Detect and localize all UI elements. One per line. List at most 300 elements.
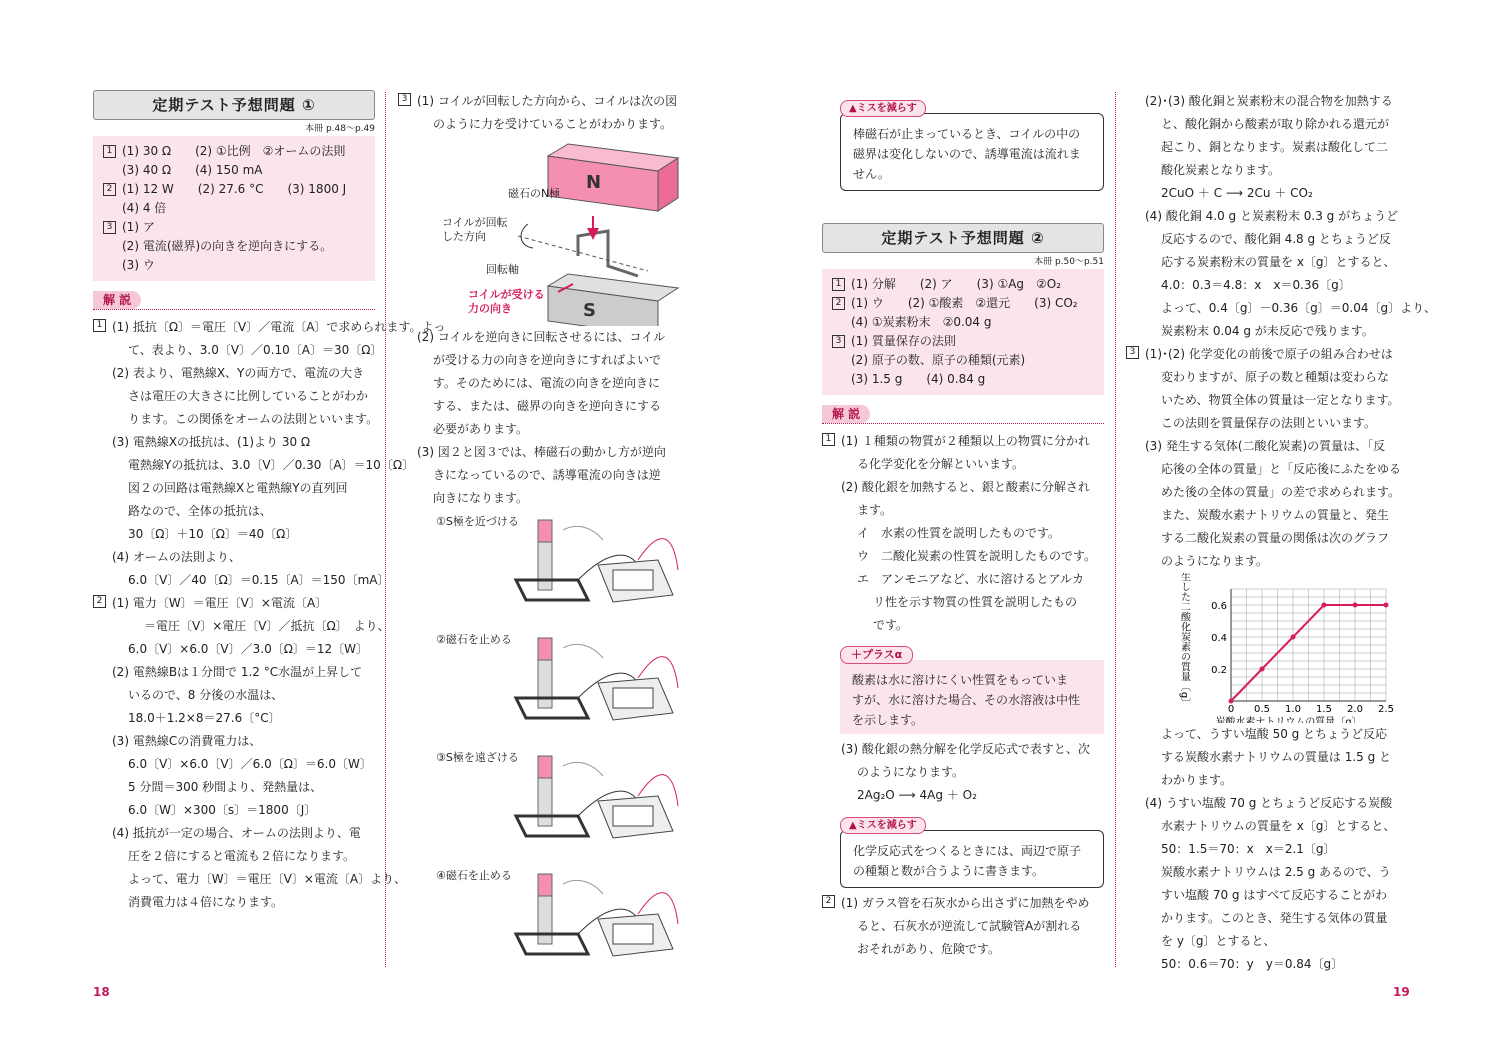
question-number: 1 bbox=[103, 145, 116, 158]
text-line bbox=[93, 546, 375, 569]
question-number bbox=[103, 237, 122, 256]
data-point bbox=[1229, 699, 1234, 704]
text-line bbox=[93, 339, 383, 362]
question-number bbox=[1126, 481, 1145, 504]
text-line bbox=[93, 500, 375, 523]
text-line bbox=[93, 684, 375, 707]
answer-box bbox=[93, 136, 375, 281]
text-line bbox=[398, 395, 683, 418]
line-text: 6.0〔V〕×6.0〔V〕／3.0〔Ω〕＝12〔W〕 bbox=[128, 642, 369, 656]
line-text: (2)･(3) 酸化銅と炭素粉末の混合物を加熱する bbox=[1145, 94, 1393, 108]
question-number bbox=[93, 500, 112, 523]
question-number bbox=[1126, 159, 1145, 182]
question-number bbox=[93, 776, 112, 799]
explanation-list bbox=[1126, 723, 1426, 976]
data-point bbox=[1353, 603, 1358, 608]
left-column-1 bbox=[93, 90, 446, 914]
text-line bbox=[1126, 953, 1426, 976]
question-number: 3 bbox=[398, 93, 411, 106]
step-label: ①S極を近づける bbox=[436, 515, 519, 528]
text-line bbox=[1126, 320, 1426, 343]
x-axis-label: 炭酸水素ナトリウムの質量〔g〕 bbox=[1215, 717, 1362, 723]
answer-row bbox=[103, 237, 367, 256]
question-number bbox=[1126, 274, 1145, 297]
answer-text: (1) 分解 (2) ア (3) ①Ag ②O₂ bbox=[851, 277, 1062, 291]
question-number bbox=[1126, 907, 1145, 930]
line-text: (1) ガラス管を石灰水から出さずに加熱をやめ bbox=[841, 896, 1090, 910]
explanation-header bbox=[93, 291, 375, 310]
text-line bbox=[93, 362, 375, 385]
box-line: を示します。 bbox=[852, 713, 924, 727]
line-text: かります。このとき、発生する気体の質量 bbox=[1161, 911, 1388, 925]
answer-row bbox=[832, 370, 1096, 389]
text-line bbox=[93, 753, 375, 776]
line-text: (3) 電熱線Xの抵抗は、(1)より 30 Ω bbox=[112, 435, 311, 449]
question-number bbox=[93, 362, 112, 385]
line-text: めた後の全体の質量」の差で求められます。 bbox=[1161, 485, 1401, 499]
line-text: きになっているので、誘導電流の向きは逆 bbox=[433, 468, 661, 482]
answer-row bbox=[103, 142, 367, 161]
answer-text: (3) 40 Ω (4) 150 mA bbox=[122, 163, 263, 177]
question-number bbox=[822, 499, 841, 522]
question-number bbox=[398, 349, 417, 372]
answer-text: (1) 12 W (2) 27.6 °C (3) 1800 J bbox=[122, 182, 347, 196]
line-text: (3) 電熱線Cの消費電力は、 bbox=[112, 734, 262, 748]
answer-row bbox=[103, 218, 367, 237]
answer-row bbox=[103, 161, 367, 180]
text-line bbox=[93, 454, 414, 477]
line-text: イ 水素の性質を説明したものです。 bbox=[857, 526, 1061, 540]
question-number bbox=[822, 784, 841, 807]
line-text: と、酸化銅から酸素が取り除かれる還元が bbox=[1161, 117, 1390, 131]
text-line bbox=[93, 569, 390, 592]
page-reference: 本冊 p.48～p.49 bbox=[305, 124, 375, 134]
text-line bbox=[398, 90, 683, 113]
text-line bbox=[822, 761, 1104, 784]
miss-tag: ▲ミスを減らす bbox=[840, 817, 926, 834]
line-text: 炭酸水素ナトリウムは 2.5 g あるので、う bbox=[1161, 865, 1391, 879]
question-number bbox=[832, 351, 851, 370]
induction-step bbox=[398, 628, 683, 746]
line-text: 変わりますが、原子の数と種類は変わらな bbox=[1161, 370, 1390, 384]
line-text: (4) うすい塩酸 70 g とちょうど反応する炭酸 bbox=[1145, 796, 1393, 810]
text-line bbox=[398, 326, 683, 349]
text-line bbox=[1126, 159, 1426, 182]
question-number bbox=[822, 738, 841, 761]
x-tick-label: 2.5 bbox=[1378, 704, 1394, 715]
text-line bbox=[822, 784, 1104, 807]
label-n-pole: 磁石のN極 bbox=[508, 187, 561, 200]
line-text: ると、石灰水が逆流して試験管Aが割れる bbox=[857, 919, 1082, 933]
text-line bbox=[1126, 504, 1426, 527]
line-text: いため、物質全体の質量は一定となります。 bbox=[1161, 393, 1400, 407]
line-text: 炭素粉末 0.04 g が未反応で残ります。 bbox=[1161, 324, 1374, 338]
question-number bbox=[93, 638, 112, 661]
induction-step bbox=[398, 864, 683, 982]
line-text: です。 bbox=[873, 618, 909, 632]
right-column-2 bbox=[1126, 90, 1437, 976]
question-number bbox=[822, 591, 841, 614]
question-number bbox=[1126, 527, 1145, 550]
magnet-s-text: S bbox=[583, 300, 596, 321]
text-line bbox=[1126, 182, 1426, 205]
question-number: 1 bbox=[93, 319, 106, 332]
text-line bbox=[1126, 113, 1426, 136]
box-line: すが、水に溶けた場合、その水溶液は中性 bbox=[852, 693, 1081, 707]
question-number bbox=[93, 385, 112, 408]
line-text: 6.0〔V〕／40〔Ω〕＝0.15〔A〕＝150〔mA〕 bbox=[128, 573, 390, 587]
question-number bbox=[822, 761, 841, 784]
text-line bbox=[1126, 930, 1426, 953]
line-text: 応後の全体の質量」と「反応後にふたをゆる bbox=[1161, 462, 1402, 476]
label-rotation-2: した方向 bbox=[442, 230, 486, 243]
text-line bbox=[1126, 550, 1426, 573]
question-number bbox=[1126, 815, 1145, 838]
data-point bbox=[1322, 603, 1327, 608]
question-number bbox=[93, 707, 112, 730]
question-number bbox=[1126, 435, 1145, 458]
answer-row bbox=[832, 332, 1096, 351]
line-text: る化学変化を分解といいます。 bbox=[857, 457, 1025, 471]
line-text: (3) 発生する気体(二酸化炭素)の質量は、「反 bbox=[1145, 439, 1386, 453]
text-line bbox=[1126, 746, 1426, 769]
line-text: 50：1.5＝70：x x＝2.1〔g〕 bbox=[1161, 842, 1336, 856]
question-number bbox=[93, 822, 112, 845]
question-number bbox=[93, 868, 112, 891]
box-line: せん。 bbox=[853, 167, 890, 181]
question-number bbox=[1126, 251, 1145, 274]
text-line bbox=[398, 441, 683, 464]
question-number bbox=[832, 370, 851, 389]
explanation-list bbox=[398, 326, 683, 510]
line-text: この法則を質量保存の法則といいます。 bbox=[1161, 416, 1377, 430]
line-text: 電熱線Yの抵抗は、3.0〔V〕／0.30〔A〕＝10〔Ω〕 bbox=[128, 458, 414, 472]
answer-row bbox=[103, 256, 367, 275]
text-line bbox=[1126, 527, 1426, 550]
answer-text: (3) ウ bbox=[122, 258, 155, 272]
text-line bbox=[93, 845, 375, 868]
question-number bbox=[398, 418, 417, 441]
question-number bbox=[1126, 884, 1145, 907]
explanation-list bbox=[822, 430, 1104, 637]
text-line bbox=[822, 568, 1104, 591]
data-point bbox=[1291, 635, 1296, 640]
question-number: 2 bbox=[103, 183, 116, 196]
line-text: ＝電圧〔V〕×電圧〔V〕／抵抗〔Ω〕 より、 bbox=[144, 619, 390, 633]
explanation-list bbox=[1126, 90, 1437, 573]
line-text: よって、うすい塩酸 50 g とちょうど反応 bbox=[1161, 727, 1388, 741]
miss-box bbox=[840, 113, 1104, 191]
right-column-1 bbox=[822, 90, 1104, 961]
question-number bbox=[398, 326, 417, 349]
induction-step bbox=[398, 746, 683, 864]
label-rotation bbox=[442, 216, 508, 244]
question-number bbox=[822, 522, 841, 545]
question-number bbox=[822, 453, 841, 476]
question-number bbox=[93, 546, 112, 569]
page-title: 定期テスト予想問題 ② bbox=[822, 223, 1104, 253]
x-tick-label: 0.5 bbox=[1254, 704, 1270, 715]
text-line bbox=[1126, 412, 1426, 435]
text-line bbox=[93, 316, 446, 339]
text-line bbox=[822, 499, 1104, 522]
question-number bbox=[1126, 930, 1145, 953]
x-tick-label: 1.5 bbox=[1316, 704, 1332, 715]
line-text: (2) 表より、電熱線X、Yの両方で、電流の大き bbox=[112, 366, 365, 380]
text-line bbox=[1126, 389, 1426, 412]
line-text: (2) コイルを逆向きに回転させるには、コイル bbox=[417, 330, 666, 344]
x-tick-label: 2.0 bbox=[1347, 704, 1363, 715]
answer-row bbox=[832, 313, 1096, 332]
question-number bbox=[1126, 366, 1145, 389]
line-text: 路なので、全体の抵抗は、 bbox=[128, 504, 272, 518]
line-text: て、表より、3.0〔V〕／0.10〔A〕＝30〔Ω〕 bbox=[128, 343, 383, 357]
line-text: のようになります。 bbox=[1161, 554, 1269, 568]
label-axis: 回転軸 bbox=[486, 263, 519, 276]
answer-text: (1) ア bbox=[122, 220, 155, 234]
page-title: 定期テスト予想問題 ① bbox=[93, 90, 375, 120]
line-text: 6.0〔W〕×300〔s〕＝1800〔J〕 bbox=[128, 803, 317, 817]
line-text: 反応するので、酸化銅 4.8 g とちょうど反 bbox=[1161, 232, 1391, 246]
line-text: する、または、磁界の向きを逆向きにする bbox=[433, 399, 662, 413]
plus-alpha-tag: ＋プラスα bbox=[840, 646, 913, 664]
question-number bbox=[1126, 723, 1145, 746]
answer-text: (2) 原子の数、原子の種類(元素) bbox=[851, 353, 1026, 367]
text-line bbox=[822, 522, 1104, 545]
text-line bbox=[93, 615, 390, 638]
line-text: 2CuO ＋ C ⟶ 2Cu ＋ CO₂ bbox=[1161, 186, 1313, 200]
question-number bbox=[1126, 953, 1145, 976]
question-number bbox=[398, 441, 417, 464]
line-text: いるので、8 分後の水温は、 bbox=[128, 688, 284, 702]
question-number bbox=[1126, 228, 1145, 251]
explanation-list bbox=[93, 316, 446, 914]
question-number bbox=[103, 256, 122, 275]
question-number bbox=[1126, 550, 1145, 573]
line-text: する炭酸水素ナトリウムの質量は 1.5 g と bbox=[1161, 750, 1392, 764]
text-line bbox=[398, 349, 683, 372]
answer-row bbox=[832, 275, 1096, 294]
text-line bbox=[93, 799, 375, 822]
question-number bbox=[1126, 90, 1145, 113]
question-number bbox=[1126, 746, 1145, 769]
line-text: する二酸化炭素の質量の関係は次のグラフ bbox=[1161, 531, 1390, 545]
text-line bbox=[1126, 90, 1426, 113]
line-text: す。そのためには、電流の向きを逆向きに bbox=[433, 376, 661, 390]
question-number bbox=[1126, 792, 1145, 815]
data-point bbox=[1384, 603, 1389, 608]
answer-text: (4) ①炭素粉末 ②0.04 g bbox=[851, 315, 992, 329]
column-divider bbox=[1115, 92, 1116, 967]
line-text: さは電圧の大きさに比例していることがわか bbox=[128, 389, 369, 403]
line-text: 応する炭素粉末の質量を x〔g〕とすると、 bbox=[1161, 255, 1396, 269]
explanation-label: 解 説 bbox=[93, 291, 141, 309]
text-line bbox=[1126, 297, 1437, 320]
text-line bbox=[398, 464, 683, 487]
question-number: 2 bbox=[832, 297, 845, 310]
explanation-header bbox=[822, 405, 1104, 424]
line-text: わかります。 bbox=[1161, 773, 1233, 787]
line-text: 起こり、銅となります。炭素は酸化して二 bbox=[1161, 140, 1389, 154]
question-number bbox=[93, 523, 112, 546]
text-line bbox=[93, 776, 375, 799]
line-text: 18.0＋1.2×8＝27.6〔°C〕 bbox=[128, 711, 281, 725]
question-number bbox=[1126, 504, 1145, 527]
question-number bbox=[93, 753, 112, 776]
line-text: 圧を２倍にすると電流も２倍になります。 bbox=[128, 849, 356, 863]
step-label: ④磁石を止める bbox=[436, 869, 512, 882]
line-text: また、炭酸水素ナトリウムの質量と、発生 bbox=[1161, 508, 1389, 522]
question-number bbox=[1126, 136, 1145, 159]
text-line bbox=[822, 453, 1104, 476]
answer-text: (1) ウ (2) ①酸素 ②還元 (3) CO₂ bbox=[851, 296, 1078, 310]
co2-chart-svg bbox=[1126, 573, 1426, 723]
step-label: ②磁石を止める bbox=[436, 633, 512, 646]
answer-row bbox=[103, 199, 367, 218]
data-point bbox=[1260, 667, 1265, 672]
induction-steps bbox=[398, 510, 683, 982]
question-number bbox=[1126, 113, 1145, 136]
line-text: 30〔Ω〕＋10〔Ω〕＝40〔Ω〕 bbox=[128, 527, 298, 541]
question-number bbox=[822, 545, 841, 568]
magnet-n-text: N bbox=[586, 172, 602, 193]
question-number bbox=[398, 487, 417, 510]
question-number bbox=[1126, 458, 1145, 481]
text-line bbox=[1126, 343, 1426, 366]
text-line bbox=[93, 431, 375, 454]
question-number bbox=[93, 730, 112, 753]
question-number bbox=[822, 568, 841, 591]
coil-figure bbox=[398, 136, 683, 326]
line-text: (3) 図２と図３では、棒磁石の動かし方が逆向 bbox=[417, 445, 666, 459]
plus-alpha-box bbox=[840, 660, 1104, 734]
line-text: エ アンモニアなど、水に溶けるとアルカ bbox=[857, 572, 1085, 586]
text-line bbox=[93, 477, 375, 500]
line-text: ます。 bbox=[857, 503, 893, 517]
induction-step bbox=[398, 510, 683, 628]
question-number bbox=[398, 372, 417, 395]
question-number bbox=[1126, 769, 1145, 792]
text-line bbox=[1126, 274, 1426, 297]
question-number bbox=[822, 938, 841, 961]
y-tick-label: 0.2 bbox=[1211, 665, 1227, 676]
answer-text: (1) 質量保存の法則 bbox=[851, 334, 956, 348]
question-number bbox=[1126, 205, 1145, 228]
line-text: 図２の回路は電熱線Xと電熱線Yの直列回 bbox=[128, 481, 348, 495]
text-line bbox=[93, 385, 375, 408]
text-line bbox=[822, 915, 1104, 938]
text-line bbox=[1126, 251, 1426, 274]
question-number bbox=[93, 408, 112, 431]
page-reference: 本冊 p.50～p.51 bbox=[1034, 257, 1104, 267]
text-line bbox=[93, 523, 375, 546]
question-number: 3 bbox=[1126, 346, 1139, 359]
text-line bbox=[822, 892, 1104, 915]
text-line bbox=[1126, 723, 1426, 746]
question-number bbox=[1126, 297, 1145, 320]
line-text: 4.0：0.3＝4.8：x x＝0.36〔g〕 bbox=[1161, 278, 1351, 292]
miss-box bbox=[840, 830, 1104, 888]
line-text: 6.0〔V〕×6.0〔V〕／6.0〔Ω〕＝6.0〔W〕 bbox=[128, 757, 372, 771]
line-text: 50：0.6＝70：y y＝0.84〔g〕 bbox=[1161, 957, 1344, 971]
question-number bbox=[1126, 182, 1145, 205]
line-text: (2) 電熱線Bは１分間で 1.2 °C水温が上昇して bbox=[112, 665, 363, 679]
text-line bbox=[398, 113, 683, 136]
answer-row bbox=[103, 180, 367, 199]
line-text: 2Ag₂O ⟶ 4Ag ＋ O₂ bbox=[857, 788, 977, 802]
text-line bbox=[1126, 205, 1426, 228]
answer-text: (2) 電流(磁界)の向きを逆向きにする。 bbox=[122, 239, 333, 253]
text-line bbox=[1126, 481, 1426, 504]
line-text: すい塩酸 70 g はすべて反応することがわ bbox=[1161, 888, 1388, 902]
text-line bbox=[1126, 458, 1426, 481]
line-text: (1)･(2) 化学変化の前後で原子の組み合わせは bbox=[1145, 347, 1393, 361]
answer-text: (3) 1.5 g (4) 0.84 g bbox=[851, 372, 986, 386]
text-line bbox=[398, 372, 683, 395]
text-line bbox=[1126, 435, 1426, 458]
line-text: 酸化炭素となります。 bbox=[1161, 163, 1281, 177]
x-tick-label: 1.0 bbox=[1285, 704, 1301, 715]
box-line: 磁界は変化しないので、誘導電流は流れま bbox=[853, 147, 1081, 161]
line-text: 水素ナトリウムの質量を x〔g〕とすると、 bbox=[1161, 819, 1396, 833]
question-number bbox=[93, 431, 112, 454]
question-number bbox=[822, 476, 841, 499]
question-number: 3 bbox=[832, 335, 845, 348]
line-text: 5 分間＝300 秒間より、発熱量は、 bbox=[128, 780, 323, 794]
text-line bbox=[398, 487, 683, 510]
answer-row bbox=[832, 351, 1096, 370]
y-axis-label: 発生した二酸化炭素の質量〔g〕 bbox=[1178, 573, 1190, 709]
box-line: 棒磁石が止まっているとき、コイルの中の bbox=[853, 127, 1081, 141]
answer-row bbox=[832, 294, 1096, 313]
line-text: (4) オームの法則より、 bbox=[112, 550, 241, 564]
question-number bbox=[103, 199, 122, 218]
line-text: (1) 電力〔W〕＝電圧〔V〕×電流〔A〕 bbox=[112, 596, 328, 610]
question-number: 3 bbox=[103, 221, 116, 234]
label-force-1: コイルが受ける bbox=[468, 288, 545, 301]
text-line bbox=[93, 408, 379, 431]
text-line bbox=[1126, 815, 1426, 838]
text-line bbox=[93, 868, 407, 891]
question-number: 2 bbox=[93, 595, 106, 608]
text-line bbox=[822, 430, 1104, 453]
label-force bbox=[468, 288, 545, 316]
text-line bbox=[398, 418, 683, 441]
page-number-right: 19 bbox=[1393, 985, 1410, 999]
answer-text: (4) 4 倍 bbox=[122, 201, 167, 215]
step-label: ③S極を遠ざける bbox=[436, 751, 519, 764]
text-line bbox=[93, 730, 375, 753]
line-text: よって、電力〔W〕＝電圧〔V〕×電流〔A〕より、 bbox=[128, 872, 407, 886]
text-line bbox=[1126, 136, 1426, 159]
line-text: を y〔g〕とすると、 bbox=[1161, 934, 1276, 948]
question-number: 1 bbox=[832, 278, 845, 291]
answer-text: (1) 30 Ω (2) ①比例 ②オームの法則 bbox=[122, 144, 346, 158]
co2-chart bbox=[1126, 573, 1426, 723]
line-text: ります。この関係をオームの法則といいます。 bbox=[128, 412, 379, 426]
label-force-2: 力の向き bbox=[468, 302, 512, 315]
answer-box bbox=[822, 269, 1104, 395]
line-text: (4) 酸化銅 4.0 g と炭素粉末 0.3 g がちょうど bbox=[1145, 209, 1399, 223]
box-line: 酸素は水に溶けにくい性質をもっていま bbox=[852, 673, 1069, 687]
question-number bbox=[398, 464, 417, 487]
line-text: (1) １種類の物質が２種類以上の物質に分かれ bbox=[841, 434, 1090, 448]
question-number bbox=[93, 661, 112, 684]
question-number: 2 bbox=[822, 895, 835, 908]
question-number bbox=[93, 845, 112, 868]
line-text: リ性を示す物質の性質を説明したもの bbox=[873, 595, 1078, 609]
explanation-list bbox=[822, 738, 1104, 807]
